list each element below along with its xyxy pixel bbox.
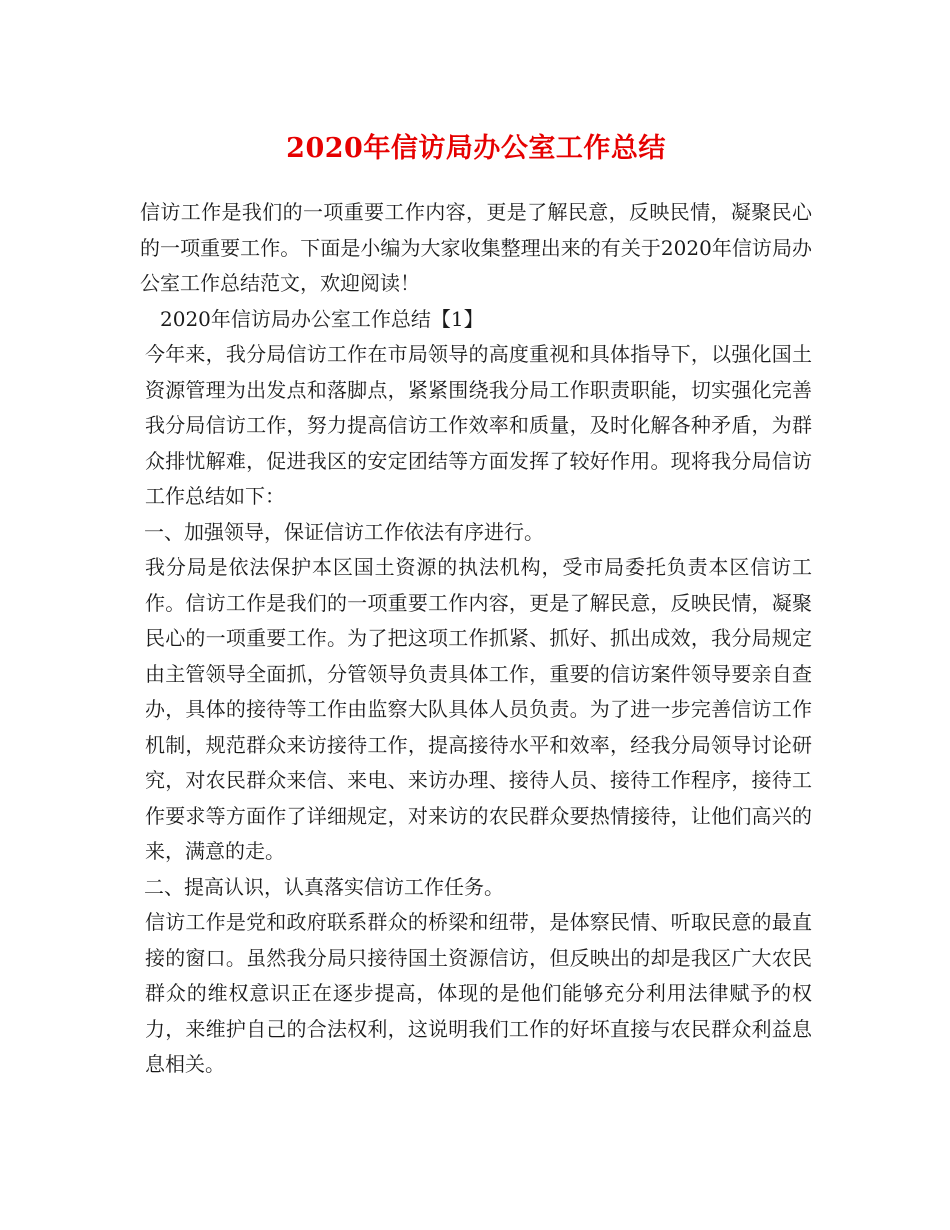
- leadership-paragraph: 我分局是依法保护本区国土资源的执法机构，受市局委托负责本区信访工作。信访工作是我们的一项重要工作内容，更是了解民意，反映民情，凝聚民心的一项重要工作。为了把这项工作抓紧、抓好、抓出成效，我分局规定由主管领导全面抓，分管领导负责具体工作，重要的信访案件领导要亲自查办，具体的接待等工作由监察大队具体人员负责。为了进一步完善信访工作机制，规范群众来访接待工作，提高接待水平和效率，经我分局领导讨论研究，对农民群众来信、来电、来访办理、接待人员、接待工作程序，接待工作要求等方面作了详细规定，对来访的农民群众要热情接待，让他们高兴的来，满意的走。: [145, 555, 812, 863]
- subheading-awareness: 二、提高认识，认真落实信访工作任务。: [144, 874, 504, 899]
- document-title: 2020年信访局办公室工作总结: [286, 133, 666, 164]
- summary-paragraph: 今年来，我分局信访工作在市局领导的高度重视和具体指导下，以强化国土资源管理为出发点和落脚点，紧紧围绕我分局工作职责职能，切实强化完善我分局信访工作，努力提高信访工作效率和质量，及时化解各种矛盾，为群众排忧解难，促进我区的安定团结等方面发挥了较好作用。现将我分局信访工作总结如下：: [145, 342, 812, 508]
- awareness-paragraph: 信访工作是党和政府联系群众的桥梁和纽带，是体察民情、听取民意的最直接的窗口。虽然我分局只接待国土资源信访，但反映出的却是我区广大农民群众的维权意识正在逐步提高，体现的是他们能够充分利用法律赋予的权力，来维护自己的合法权利，这说明我们工作的好坏直接与农民群众利益息息相关。: [145, 910, 812, 1076]
- document-body: [140, 195, 812, 1083]
- intro-paragraph: 信访工作是我们的一项重要工作内容，更是了解民意，反映民情，凝聚民心的一项重要工作。下面是小编为大家收集整理出来的有关于2020年信访局办公室工作总结范文，欢迎阅读！: [140, 200, 812, 295]
- section-heading-1: 2020年信访局办公室工作总结【1】: [160, 306, 484, 331]
- subheading-leadership: 一、加强领导，保证信访工作依法有序进行。: [144, 519, 544, 544]
